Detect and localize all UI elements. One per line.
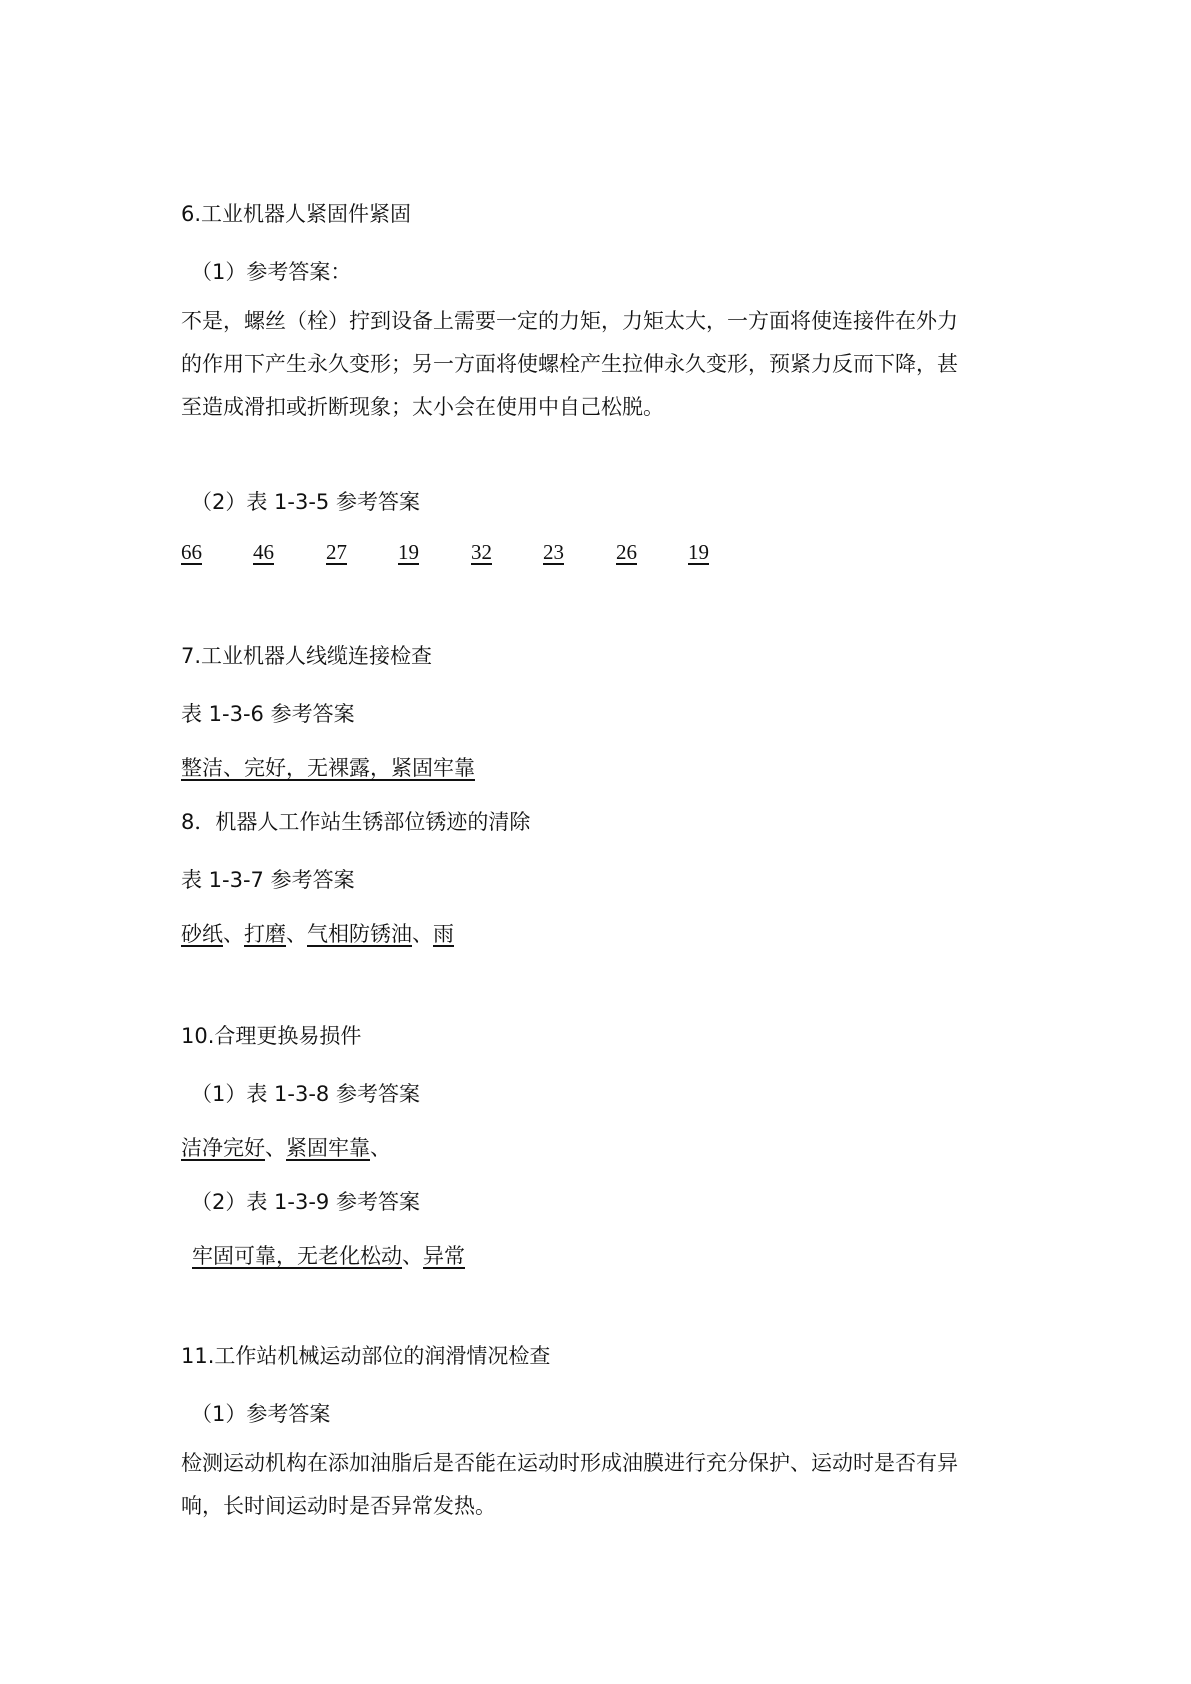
separator: 、 bbox=[286, 922, 307, 946]
section-7-table-label: 表 1-3-6 参考答案 bbox=[181, 702, 355, 726]
fill-in-value: 19 bbox=[398, 540, 419, 564]
fill-in-answer: 打磨 bbox=[244, 922, 286, 946]
separator: 、 bbox=[265, 1136, 286, 1160]
section-11-title: 11.工作站机械运动部位的润滑情况检查 bbox=[181, 1344, 551, 1368]
section-6-q1-answer bbox=[181, 300, 1011, 429]
answer-line: 的作用下产生永久变形；另一方面将使螺栓产生拉伸永久变形，预紧力反而下降，甚 bbox=[181, 352, 958, 376]
answer-line: 至造成滑扣或折断现象；太小会在使用中自己松脱。 bbox=[181, 395, 664, 419]
answer-line: 检测运动机构在添加油脂后是否能在运动时形成油膜进行充分保护、运动时是否有异 bbox=[181, 1451, 958, 1475]
fill-in-answer: 洁净完好 bbox=[181, 1136, 265, 1160]
answer-line: 不是，螺丝（栓）拧到设备上需要一定的力矩，力矩太大，一方面将使连接件在外力 bbox=[181, 309, 958, 333]
section-10-title: 10.合理更换易损件 bbox=[181, 1024, 362, 1048]
separator: 、 bbox=[223, 922, 244, 946]
section-7-answer bbox=[181, 752, 475, 782]
fill-in-value: 23 bbox=[543, 540, 564, 564]
fill-in-value: 46 bbox=[253, 540, 274, 564]
section-11-q1-label: （1）参考答案 bbox=[191, 1402, 331, 1426]
fill-in-answer: 异常 bbox=[423, 1244, 465, 1268]
section-10-q1-label: （1）表 1-3-8 参考答案 bbox=[191, 1082, 420, 1106]
fill-in-value: 66 bbox=[181, 540, 202, 564]
fill-in-answer: 牢固可靠，无老化松动 bbox=[192, 1244, 402, 1268]
separator: 、 bbox=[370, 1136, 391, 1160]
section-10-q2-label: （2）表 1-3-9 参考答案 bbox=[191, 1190, 420, 1214]
section-8-table-label: 表 1-3-7 参考答案 bbox=[181, 868, 355, 892]
fill-in-value: 19 bbox=[688, 540, 709, 564]
fill-in-answer: 紧固牢靠 bbox=[286, 1136, 370, 1160]
separator: 、 bbox=[402, 1244, 423, 1268]
section-8-answers bbox=[181, 918, 454, 948]
section-10-q2-answers bbox=[192, 1240, 465, 1270]
fill-in-answer: 砂纸 bbox=[181, 922, 223, 946]
section-6-title: 6.工业机器人紧固件紧固 bbox=[181, 202, 412, 226]
section-8-title: 8．机器人工作站生锈部位锈迹的清除 bbox=[181, 810, 531, 834]
fill-in-answer: 整洁、完好，无裸露，紧固牢靠 bbox=[181, 756, 475, 780]
fill-in-answer: 气相防锈油 bbox=[307, 922, 412, 946]
answer-line: 响，长时间运动时是否异常发热。 bbox=[181, 1494, 496, 1518]
fill-in-value: 27 bbox=[326, 540, 347, 564]
section-6-q1-label: （1）参考答案： bbox=[191, 260, 352, 284]
fill-in-answer: 雨 bbox=[433, 922, 454, 946]
section-6-q2-label: （2）表 1-3-5 参考答案 bbox=[191, 490, 420, 514]
section-11-answer bbox=[181, 1442, 1011, 1528]
section-7-title: 7.工业机器人线缆连接检查 bbox=[181, 644, 433, 668]
section-10-q1-answers bbox=[181, 1132, 391, 1162]
fill-in-value: 32 bbox=[471, 540, 492, 564]
separator: 、 bbox=[412, 922, 433, 946]
fill-in-value: 26 bbox=[616, 540, 637, 564]
